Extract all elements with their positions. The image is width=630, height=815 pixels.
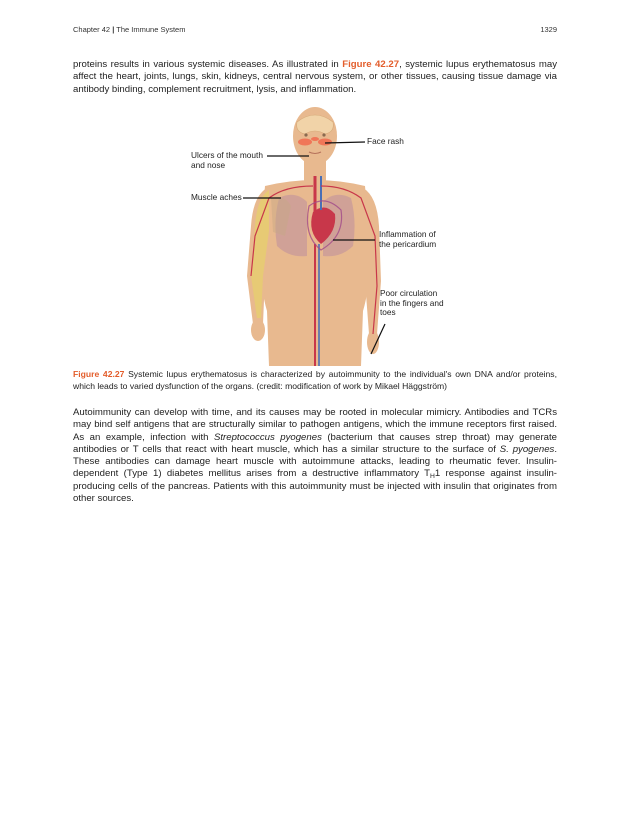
callout-muscle-aches: Muscle aches	[191, 192, 242, 202]
figure-caption: Figure 42.27 Systemic lupus erythematosus is characterized by autoimmunity to the individual's own DNA and/or proteins, which leads to varied dysfunction of the organs. (credit: modification of work by Mikael Häggström)	[73, 369, 557, 391]
page-number: 1329	[540, 25, 557, 34]
figure-link[interactable]: Figure 42.27	[342, 59, 400, 70]
callout-face-rash: Face rash	[367, 136, 404, 146]
lupus-figure	[185, 106, 445, 366]
callout-ulcers: Ulcers of the mouth and nose	[191, 150, 263, 170]
callout-inflammation: Inflammation of the pericardium	[379, 229, 437, 249]
page-header	[73, 25, 557, 37]
callout-poor-circulation: Poor circulation in the fingers and toes	[380, 288, 444, 318]
intro-paragraph: proteins results in various systemic diseases. As illustrated in Figure 42.27, systemic lupus erythematosus may affect the heart, joints, lungs, skin, kidneys, central nervous system, or other tissues, causing tissue damage via antibody binding, complement recruitment, lysis, and inflammation.	[73, 59, 558, 95]
running-head: Chapter 42 | The Immune System	[73, 25, 186, 34]
body-paragraph: Autoimmunity can develop with time, and its causes may be rooted in molecular mimicry. Antibodies and TCRs may bind self antigens that are structurally similar to pathogen antigens, which the immune receptors first raised. As an example, infection with Streptococcus pyogenes (bacterium that causes strep throat) may generate antibodies or T cells that react with heart muscle, which has a similar structure to the surface of S. pyogenes. These antibodies can damage heart muscle with autoimmune attacks, leading to rheumatic fever. Insulin-dependent (Type 1) diabetes mellitus arises from a destructive inflammatory $T_H1$ response against insulin-producing cells of the pancreas. Patients with this autoimmunity must be injected with insulin that originates from other sources.	[73, 407, 557, 505]
caption-label: Figure 42.27	[73, 369, 125, 379]
